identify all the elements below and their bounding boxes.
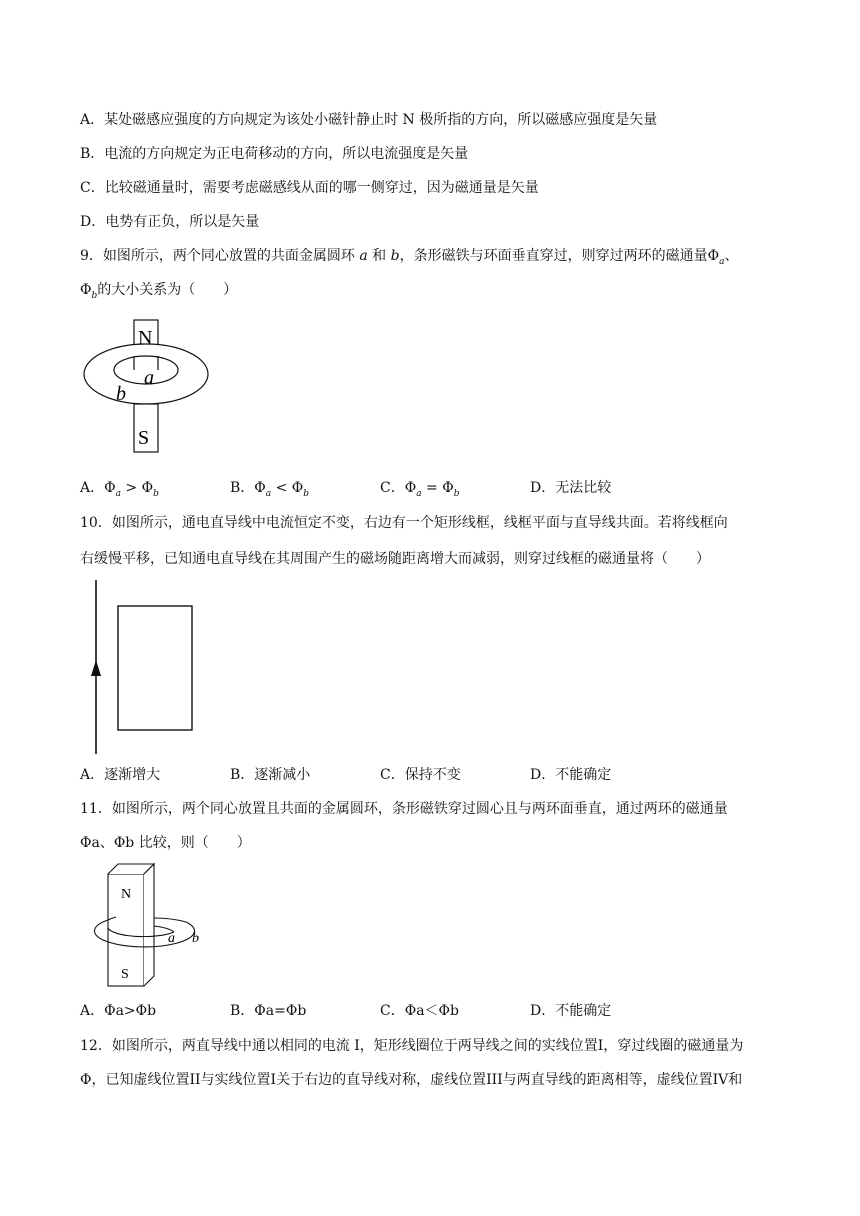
q9-option-d: D．无法比较 <box>530 480 612 496</box>
q11-fig-s-label: S <box>121 967 129 982</box>
q12-stem-line1: 12．如图所示，两直导线中通以相同的电流 I，矩形线圈位于两导线之间的实线位置I，穿过线圈的磁通量为 <box>80 1038 744 1054</box>
q11-fig-b-label: b <box>192 931 199 946</box>
q10-option-c: C．保持不变 <box>380 767 461 783</box>
q11-fig-n-label: N <box>121 887 132 902</box>
q11-stem-line1: 11．如图所示，两个同心放置且共面的金属圆环，条形磁铁穿过圆心且与两环面垂直，通过两环的磁通量 <box>80 801 728 817</box>
q9-option-c: C．$\Phi_a = \Phi_b$ <box>380 480 460 499</box>
q9-fig-n-label: N <box>138 327 153 349</box>
q11-option-d: D．不能确定 <box>530 1003 612 1019</box>
q8-option-a: A．某处磁感应强度的方向规定为该处小磁针静止时 N 极所指的方向，所以磁感应强度是矢量 <box>80 112 658 128</box>
q11-stem-line2: Φa、Φb 比较，则（ ） <box>80 835 251 851</box>
q10-option-a: A．逐渐增大 <box>80 767 161 783</box>
rectangular-loop <box>118 606 192 730</box>
q11-option-c: C．Φa＜Φb <box>380 1003 459 1019</box>
q9-option-a: A．$\Phi_a > \Phi_b$ <box>80 480 159 499</box>
q8-option-c: C．比较磁通量时，需要考虑磁感线从面的哪一侧穿过，因为磁通量是矢量 <box>80 180 539 196</box>
q8-option-d: D．电势有正负，所以是矢量 <box>80 214 260 230</box>
q9-fig-b-label: b <box>116 383 126 405</box>
q11-figure <box>76 860 206 990</box>
q9-fig-a-label: a <box>144 367 154 389</box>
current-arrow-icon <box>91 660 101 676</box>
q10-figure <box>86 578 212 756</box>
q10-stem-line2: 右缓慢平移，已知通电直导线在其周围产生的磁场随距离增大而减弱，则穿过线框的磁通量将（ ） <box>80 551 710 567</box>
q12-stem-line2: Φ，已知虚线位置II与实线位置I关于右边的直导线对称，虚线位置III与两直导线的距离相等，虚线位置IV和 <box>80 1072 743 1088</box>
q9-option-b: B．$\Phi_a < \Phi_b$ <box>230 480 310 499</box>
q9-stem-line1: 9．如图所示，两个同心放置的共面金属圆环 a 和 b，条形磁铁与环面垂直穿过，则穿过两环的磁通量$\Phi_a$、 <box>80 248 739 267</box>
q9-stem-line2: $\Phi_b$的大小关系为（ ） <box>80 282 238 301</box>
q10-option-b: B．逐渐减小 <box>230 767 311 783</box>
q10-stem-line1: 10．如图所示，通电直导线中电流恒定不变，右边有一个矩形线框，线框平面与直导线共面。若将线框向 <box>80 515 728 531</box>
q8-option-b: B．电流的方向规定为正电荷移动的方向，所以电流强度是矢量 <box>80 146 469 162</box>
q11-option-b: B．Φa=Φb <box>230 1003 307 1019</box>
q9-figure <box>78 316 218 456</box>
q11-fig-a-label: a <box>168 931 175 946</box>
q11-option-a: A．Φa>Φb <box>80 1003 157 1019</box>
q10-option-d: D．不能确定 <box>530 767 612 783</box>
q9-fig-s-label: S <box>138 427 150 449</box>
